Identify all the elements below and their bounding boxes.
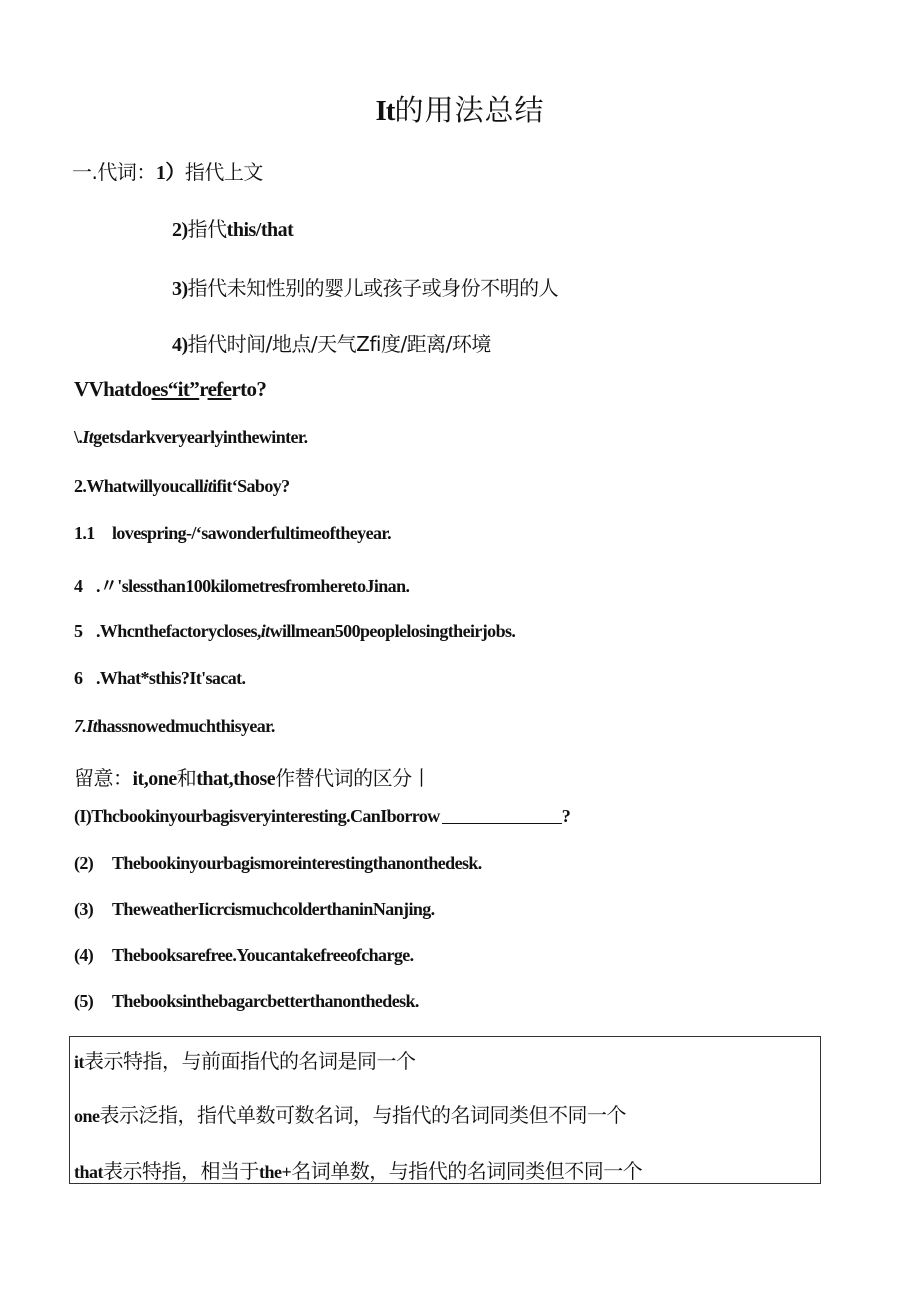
exercise-1: (I)Thcbookinyourbagisveryinteresting.CanIborrow ? bbox=[74, 806, 571, 826]
question-heading: VVhatdoes“it”referto? bbox=[74, 377, 267, 401]
sentence-2: 2.Whatwillyoucallitifit‘Saboy? bbox=[74, 476, 290, 496]
summary-box bbox=[69, 1036, 821, 1184]
note-heading: 留意：it,one和that,those作替代词的区分丨 bbox=[74, 766, 432, 790]
pronoun-usage-2: 2)指代this/that bbox=[172, 217, 294, 241]
exercise-3: (3) TheweatherIicrcismuchcolderthaninNanjing. bbox=[74, 899, 435, 919]
sentence-7: 7.Ithassnowedmuchthisyear. bbox=[74, 716, 275, 736]
sentence-4: 4 .〃'slessthan100kilometresfromheretoJinan. bbox=[74, 576, 410, 596]
pronoun-usage-3: 3)指代未知性别的婴儿或孩子或身份不明的人 bbox=[172, 276, 559, 300]
summary-one: one表示泛指，指代单数可数名词，与指代的名词同类但不同一个 bbox=[74, 1103, 626, 1127]
sentence-1: \.Itgetsdarkveryearlyinthewinter. bbox=[74, 427, 308, 447]
sentence-6: 6 .What*sthis?It'sacat. bbox=[74, 668, 246, 688]
sentence-5: 5 .Whcnthefactorycloses,itwillmean500peoplelosingtheirjobs. bbox=[74, 621, 516, 641]
exercise-2: (2) Thebookinyourbagismoreinterestingthanonthedesk. bbox=[74, 853, 482, 873]
summary-that: that表示特指，相当于the+名词单数，与指代的名词同类但不同一个 bbox=[74, 1159, 643, 1183]
answer-blank[interactable] bbox=[442, 823, 562, 824]
exercise-4: (4) Thebooksarefree.Youcantakefreeofcharge. bbox=[74, 945, 414, 965]
page-title: It的用法总结 bbox=[375, 93, 545, 127]
sentence-3: 1.1 lovespring-/‘sawonderfultimeoftheyear. bbox=[74, 523, 391, 543]
pronoun-usage-4: 4)指代时间/地点/天气Zfi度/距离/环境 bbox=[172, 332, 491, 356]
exercise-5: (5) Thebooksinthebagarcbetterthanonthedesk. bbox=[74, 991, 419, 1011]
section-heading-pronoun: 一.代词：1）指代上文 bbox=[72, 160, 263, 184]
summary-it: it表示特指，与前面指代的名词是同一个 bbox=[74, 1049, 416, 1073]
